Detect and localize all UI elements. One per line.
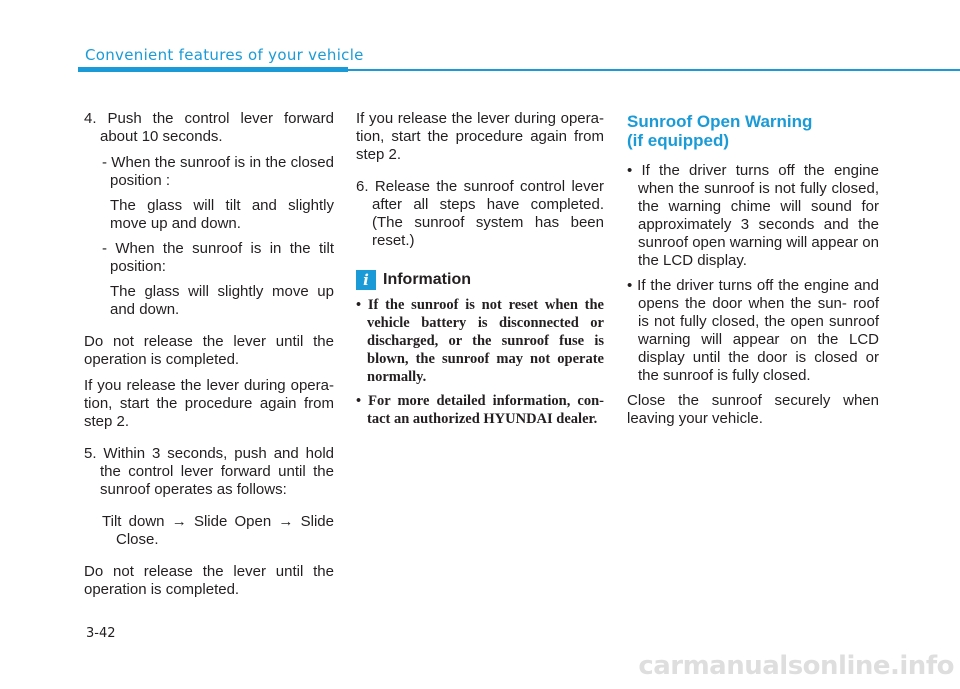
sunroof-warning-title-line2: (if equipped) — [627, 131, 729, 150]
information-item: • If the sunroof is not reset when the vehicle battery is disconnected or discharged, or the sunroof fuse is blown, the sunroof may not operate normally. — [356, 297, 604, 385]
restart-note-2: If you release the lever during opera- tion, start the procedure again from step 2. — [356, 110, 604, 163]
information-title: Information — [383, 271, 471, 288]
restart-note: If you release the lever during opera- tion, start the procedure again from step 2. — [84, 377, 334, 430]
page-number: 3-42 — [86, 626, 116, 641]
column-right — [627, 110, 879, 436]
closing-note: Close the sunroof securely when leaving your vehicle. — [627, 392, 879, 427]
header-rule — [348, 69, 960, 71]
info-icon: i — [356, 270, 376, 290]
warning-bullet: • If the driver turns off the engine when the sunroof is not fully closed, the warning chime will sound for approximately 3 seconds and the sunroof open warning will appear on the LCD display. — [627, 162, 879, 269]
information-list — [356, 296, 604, 428]
warning-bullet: • If the driver turns off the engine and opens the door when the sun- roof is not fully closed, the open sunroof warning will appear on the LCD display until the door is closed or the sunroof is fully closed. — [627, 277, 879, 384]
column-middle — [356, 110, 604, 434]
step-4-tilt-position: - When the sunroof is in the tilt position: — [102, 240, 334, 275]
release-note-2: Do not release the lever until the operation is completed. — [84, 563, 334, 598]
watermark: carmanualsonline.info — [638, 651, 954, 681]
header-accent-bar — [78, 67, 348, 72]
release-note: Do not release the lever until the operation is completed. — [84, 333, 334, 368]
section-header-title: Convenient features of your vehicle — [85, 46, 364, 64]
sunroof-warning-title-line1: Sunroof Open Warning — [627, 112, 813, 131]
step-4-closed-position: - When the sunroof is in the closed position : — [102, 154, 334, 189]
information-item: • For more detailed information, con- tact an authorized HYUNDAI dealer. — [356, 393, 604, 427]
operation-sequence: Tilt down → Slide Open → Slide Close. — [102, 513, 334, 548]
column-left — [84, 110, 334, 607]
step-6: 6. Release the sunroof control lever after all steps have completed. (The sunroof system has been reset.) — [356, 178, 604, 249]
sunroof-warning-title — [627, 112, 879, 150]
step-4-tilt-position-text: The glass will slightly move up and down. — [110, 283, 334, 318]
step-4: 4. Push the control lever forward about 10 seconds. — [84, 110, 334, 145]
information-heading — [356, 270, 604, 290]
step-5: 5. Within 3 seconds, push and hold the control lever forward until the sunroof operates as follows: — [84, 445, 334, 498]
step-4-closed-position-text: The glass will tilt and slightly move up and down. — [110, 197, 334, 232]
